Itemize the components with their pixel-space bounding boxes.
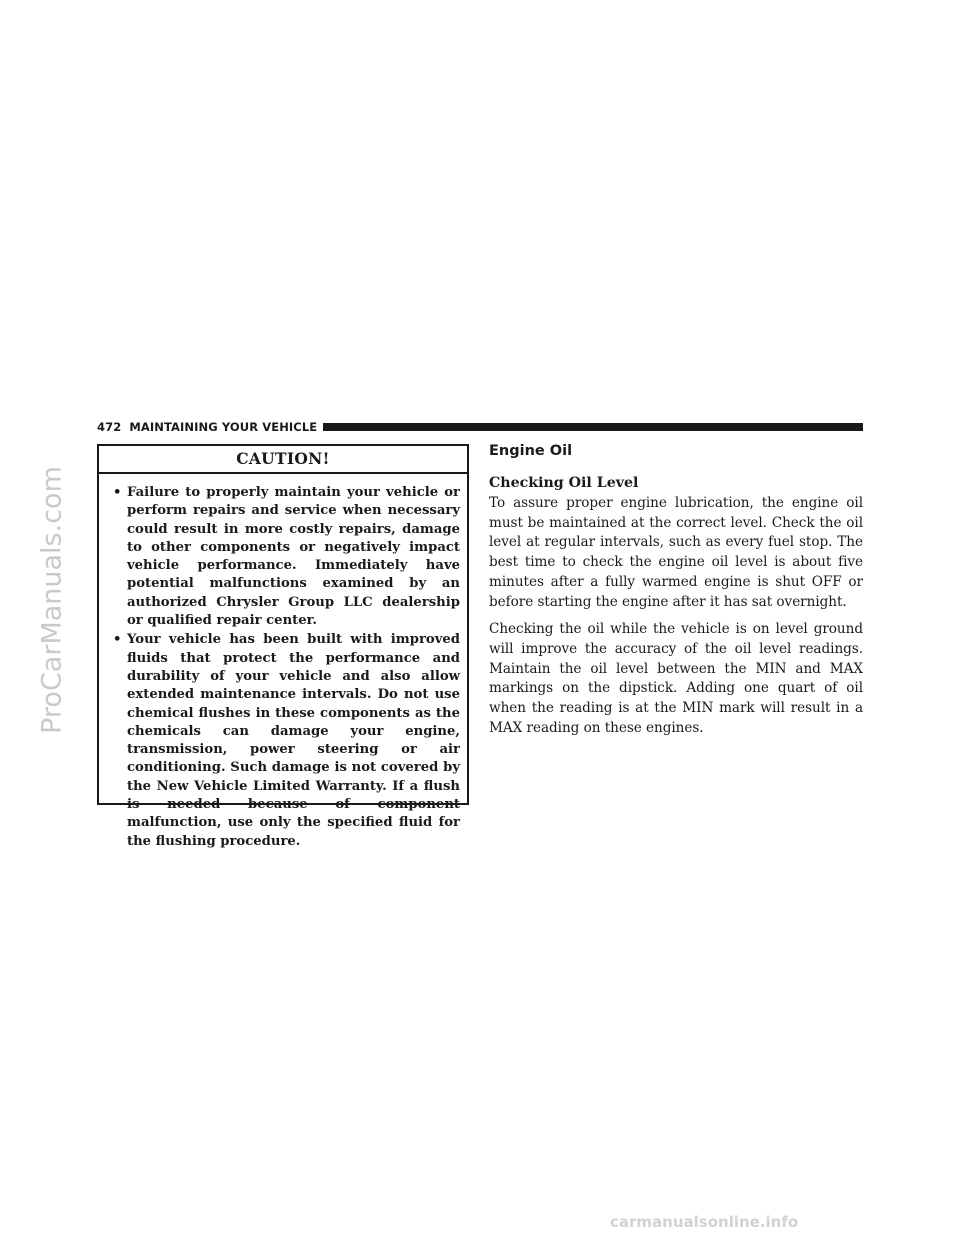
bottom-watermark: carmanualsonline.info xyxy=(610,1213,799,1231)
caution-item-text: Your vehicle has been built with improved fluids that protect the performance and durability of your vehicle and also allow extended maintenance intervals. Do not use chemical flushes in these components as the chemicals can damage your engine, transmission, power steering or air conditioning. Such damage is not covered by the New Vehicle Limited Warranty. If a flush is needed because of component malfunction, use only the specified fluid for the flushing procedure. xyxy=(127,632,460,849)
bullet-icon: • xyxy=(113,632,122,648)
caution-title: CAUTION! xyxy=(99,446,467,474)
caution-list xyxy=(99,474,467,851)
body-paragraph: Checking the oil while the vehicle is on level ground will improve the accuracy of the oil level readings. Maintain the oil level between the MIN and MAX markings on the dipstick. Adding one quart of oil when the reading is at the MIN mark will result in a MAX reading on these engines. xyxy=(489,621,863,736)
section-title: MAINTAINING YOUR VEHICLE xyxy=(129,420,318,434)
header-rule xyxy=(323,423,863,431)
page-number: 472 xyxy=(97,420,122,434)
caution-item xyxy=(113,484,460,630)
caution-item-text: Failure to properly maintain your vehicle or perform repairs and service when necessary could result in more costly repairs, damage to other components or negatively impact vehicle performance. Immediately have potential malfunctions examined by an authorized Chrysler Group LLC dealership or qualified repair center. xyxy=(127,485,460,629)
engine-oil-section xyxy=(489,442,863,738)
bullet-icon: • xyxy=(113,485,122,500)
caution-box xyxy=(97,444,469,849)
sub-heading: Checking Oil Level xyxy=(489,475,639,491)
caution-item xyxy=(113,631,460,851)
section-heading: Engine Oil xyxy=(489,443,573,459)
running-header xyxy=(97,420,863,434)
body-paragraph: To assure proper engine lubrication, the engine oil must be maintained at the correct level. Check the oil level at regular intervals, such as every fuel stop. The best time to check the engine oil level is about five minutes after a fully warmed engine is shut OFF or before starting the engine after it has sat overnight. xyxy=(489,495,863,610)
side-watermark-text: ProCarManuals.com xyxy=(36,466,68,734)
